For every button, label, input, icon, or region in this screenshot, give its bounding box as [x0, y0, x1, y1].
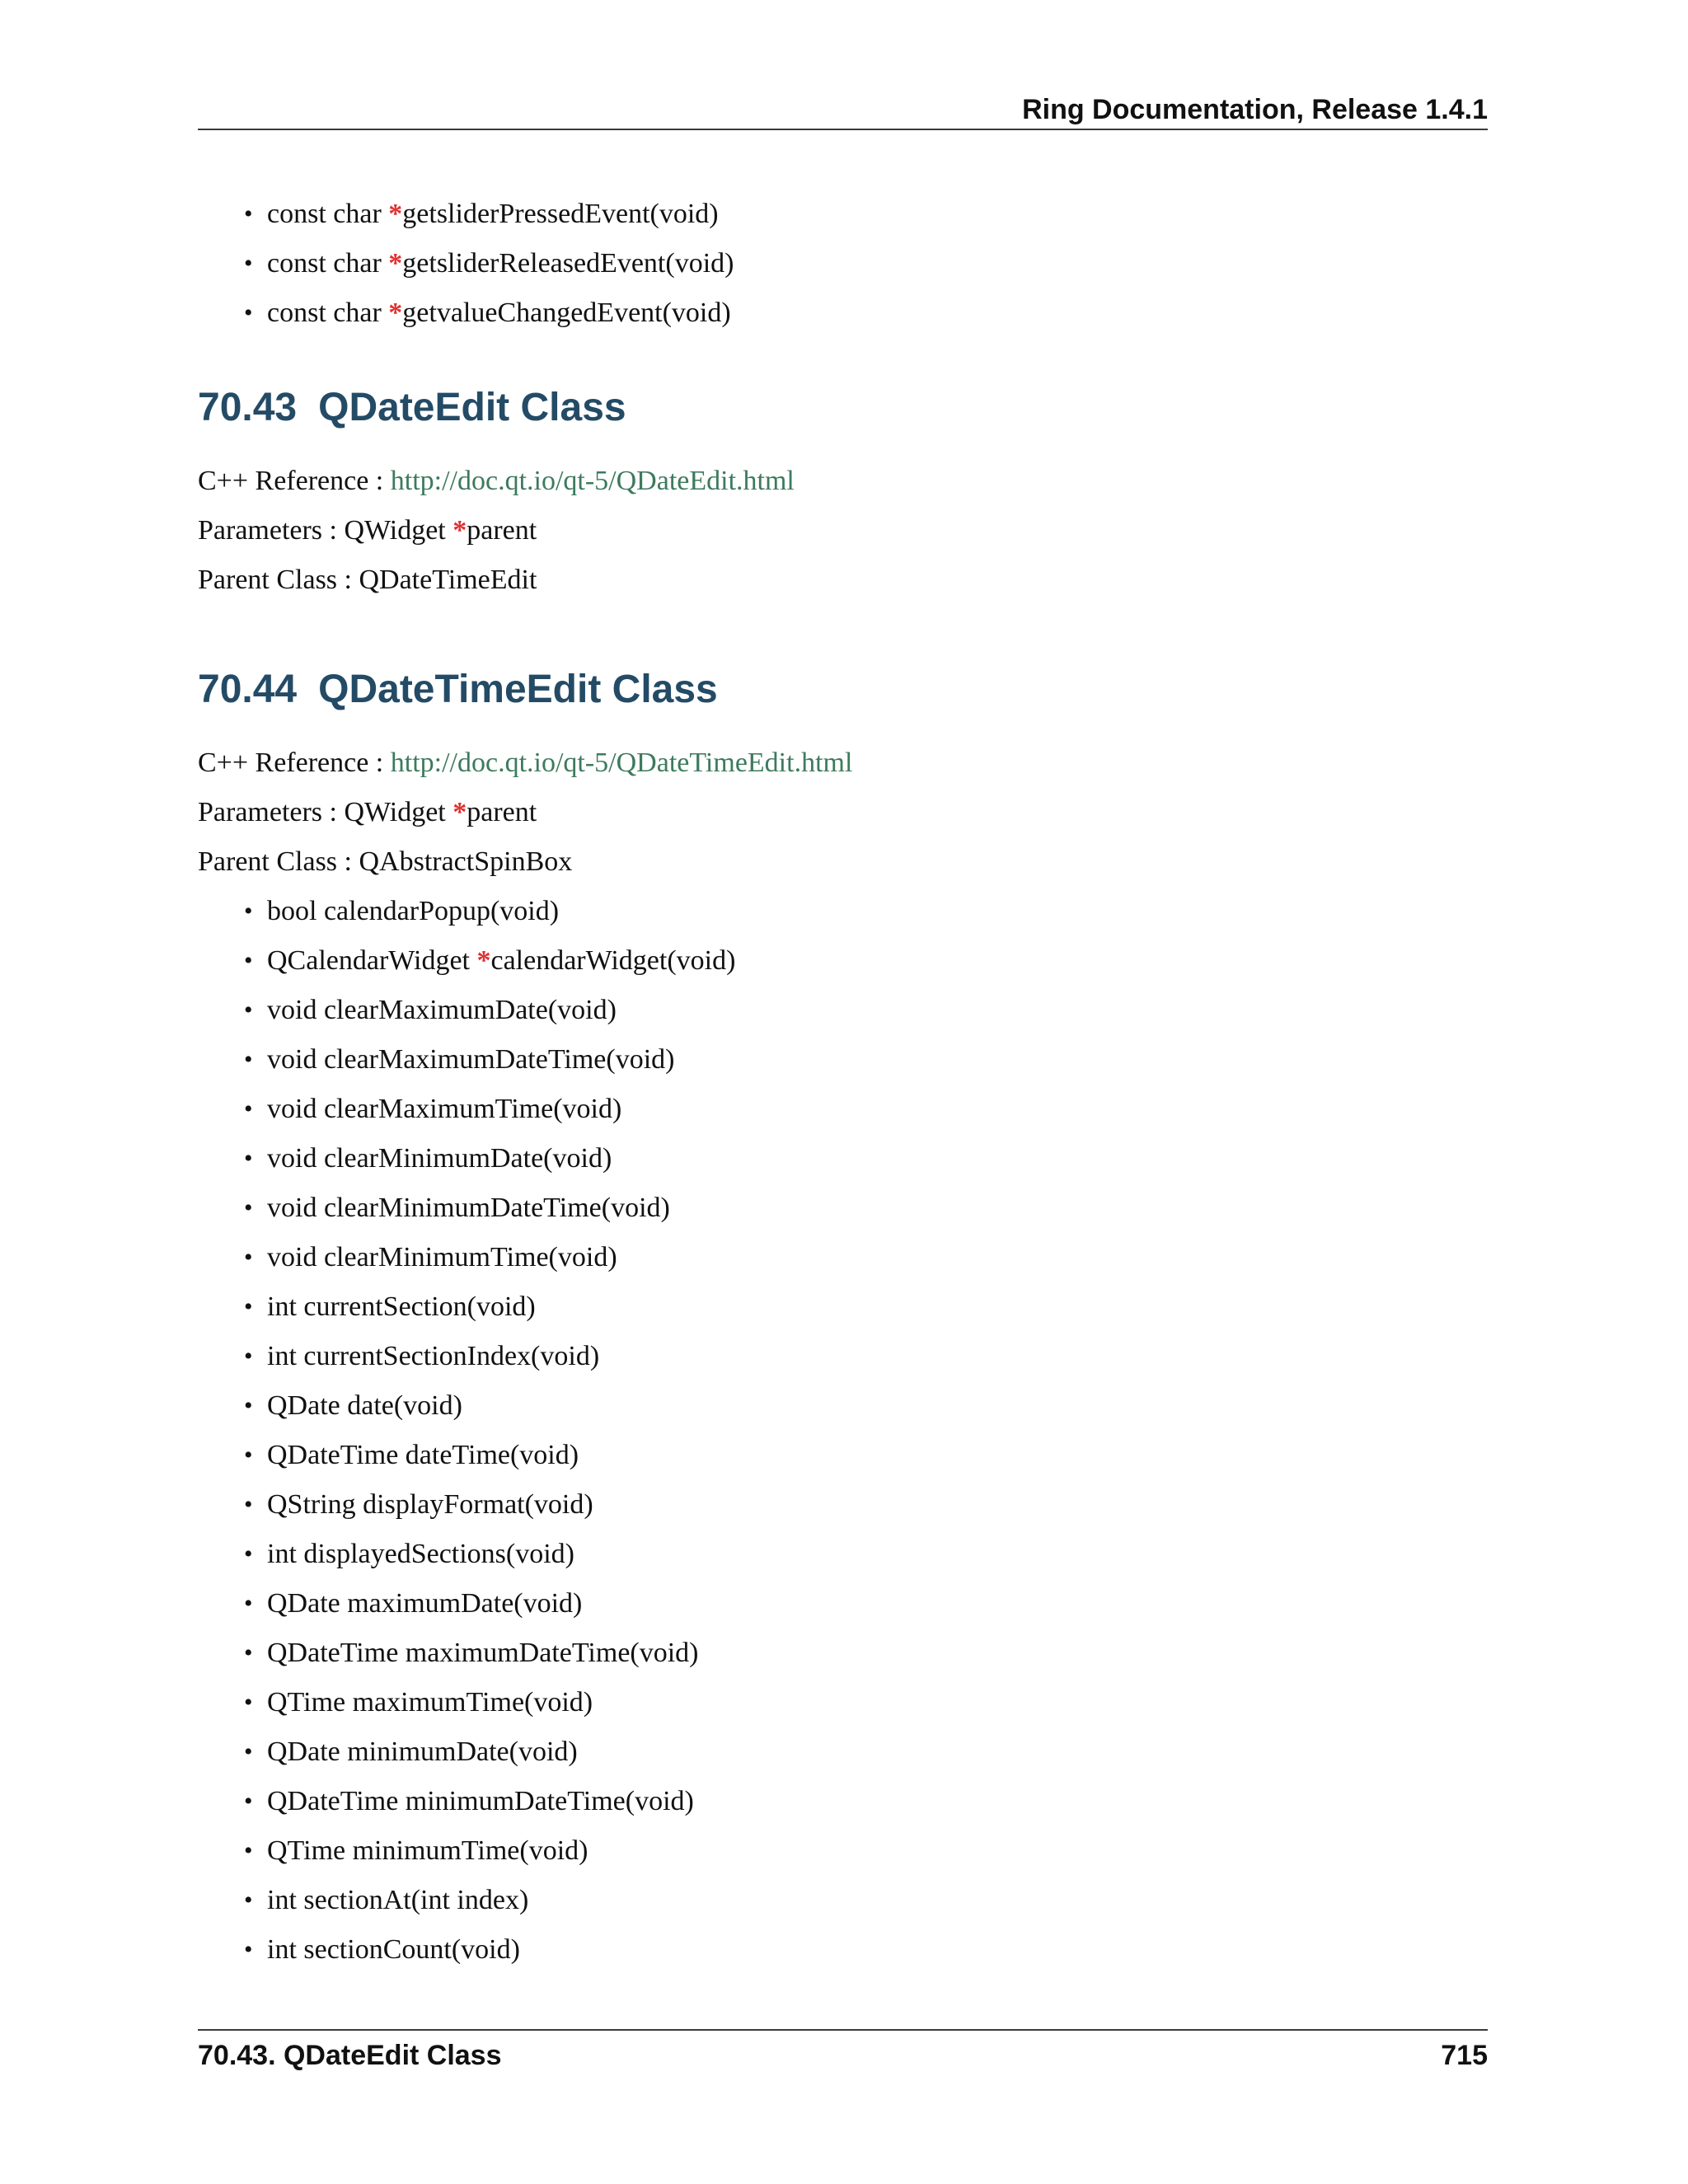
list-item: • void clearMinimumDate(void)	[267, 1134, 1488, 1183]
list-item: • bool calendarPopup(void)	[267, 887, 1488, 936]
section-heading-qdateedit	[198, 379, 1488, 437]
page-number: 715	[1441, 2040, 1488, 2071]
page-content	[198, 190, 1488, 1975]
page-header	[198, 89, 1488, 130]
section-title: QDateEdit Class	[318, 386, 626, 429]
list-item: • const char *getsliderReleasedEvent(void)	[267, 239, 1488, 288]
parameters: Parameters : QWidget *parent	[198, 797, 537, 827]
parent-class: Parent Class : QAbstractSpinBox	[198, 846, 573, 877]
list-item: • int currentSectionIndex(void)	[267, 1332, 1488, 1381]
cpp-reference-link[interactable]: http://doc.qt.io/qt-5/QDateTimeEdit.html	[390, 748, 853, 778]
page-footer	[198, 2029, 1488, 2079]
list-item: • void clearMinimumTime(void)	[267, 1233, 1488, 1282]
bullet-icon: •	[244, 1837, 253, 1864]
bullet-icon: •	[244, 1293, 253, 1320]
list-item: • int sectionCount(void)	[267, 1925, 1488, 1975]
list-item: • QDateTime minimumDateTime(void)	[267, 1777, 1488, 1826]
list-item: • QTime maximumTime(void)	[267, 1678, 1488, 1727]
bullet-icon: •	[244, 1590, 253, 1617]
bullet-icon: •	[244, 1343, 253, 1370]
bullet-icon: •	[244, 200, 253, 227]
list-item: • QDate date(void)	[267, 1381, 1488, 1431]
bullet-icon: •	[244, 1689, 253, 1716]
bullet-icon: •	[244, 1936, 253, 1963]
bullet-icon: •	[244, 299, 253, 326]
list-item: • int currentSection(void)	[267, 1282, 1488, 1332]
list-item: • QCalendarWidget *calendarWidget(void)	[267, 936, 1488, 986]
list-item: • QTime minimumTime(void)	[267, 1826, 1488, 1876]
list-item: • const char *getsliderPressedEvent(void)	[267, 190, 1488, 239]
list-item: • QDate minimumDate(void)	[267, 1727, 1488, 1777]
list-item: • void clearMaximumDateTime(void)	[267, 1035, 1488, 1085]
list-item: • void clearMinimumDateTime(void)	[267, 1183, 1488, 1233]
bullet-icon: •	[244, 1046, 253, 1073]
cpp-reference-link[interactable]: http://doc.qt.io/qt-5/QDateEdit.html	[390, 466, 795, 496]
bullet-icon: •	[244, 1441, 253, 1469]
list-item: • QDate maximumDate(void)	[267, 1579, 1488, 1629]
top-method-list	[198, 190, 1488, 338]
bullet-icon: •	[244, 1145, 253, 1172]
list-item: • QString displayFormat(void)	[267, 1480, 1488, 1530]
list-item: • void clearMaximumDate(void)	[267, 986, 1488, 1035]
parent-class: Parent Class : QDateTimeEdit	[198, 565, 537, 595]
section-number: 70.43	[198, 386, 298, 429]
bullet-icon: •	[244, 898, 253, 925]
method-list	[198, 887, 1488, 1975]
list-item: • void clearMaximumTime(void)	[267, 1085, 1488, 1134]
bullet-icon: •	[244, 1738, 253, 1765]
bullet-icon: •	[244, 996, 253, 1024]
bullet-icon: •	[244, 1491, 253, 1518]
bullet-icon: •	[244, 1095, 253, 1122]
bullet-icon: •	[244, 947, 253, 974]
document-title: Ring Documentation, Release 1.4.1	[1022, 94, 1488, 125]
list-item: • const char *getvalueChangedEvent(void)	[267, 288, 1488, 338]
bullet-icon: •	[244, 1540, 253, 1568]
cpp-reference: C++ Reference : http://doc.qt.io/qt-5/QDateEdit.html	[198, 466, 795, 496]
section-title: QDateTimeEdit Class	[318, 668, 718, 711]
bullet-icon: •	[244, 1886, 253, 1914]
bullet-icon: •	[244, 1194, 253, 1221]
section-number: 70.44	[198, 668, 298, 711]
bullet-icon: •	[244, 1788, 253, 1815]
footer-section-title: 70.43. QDateEdit Class	[198, 2040, 502, 2071]
parameters: Parameters : QWidget *parent	[198, 515, 537, 546]
cpp-reference: C++ Reference : http://doc.qt.io/qt-5/QDateTimeEdit.html	[198, 748, 853, 778]
list-item: • QDateTime dateTime(void)	[267, 1431, 1488, 1480]
section-heading-qdatetimeedit	[198, 661, 1488, 719]
bullet-icon: •	[244, 1392, 253, 1419]
list-item: • QDateTime maximumDateTime(void)	[267, 1629, 1488, 1678]
list-item: • int sectionAt(int index)	[267, 1876, 1488, 1925]
bullet-icon: •	[244, 1639, 253, 1666]
bullet-icon: •	[244, 250, 253, 277]
list-item: • int displayedSections(void)	[267, 1530, 1488, 1579]
bullet-icon: •	[244, 1244, 253, 1271]
